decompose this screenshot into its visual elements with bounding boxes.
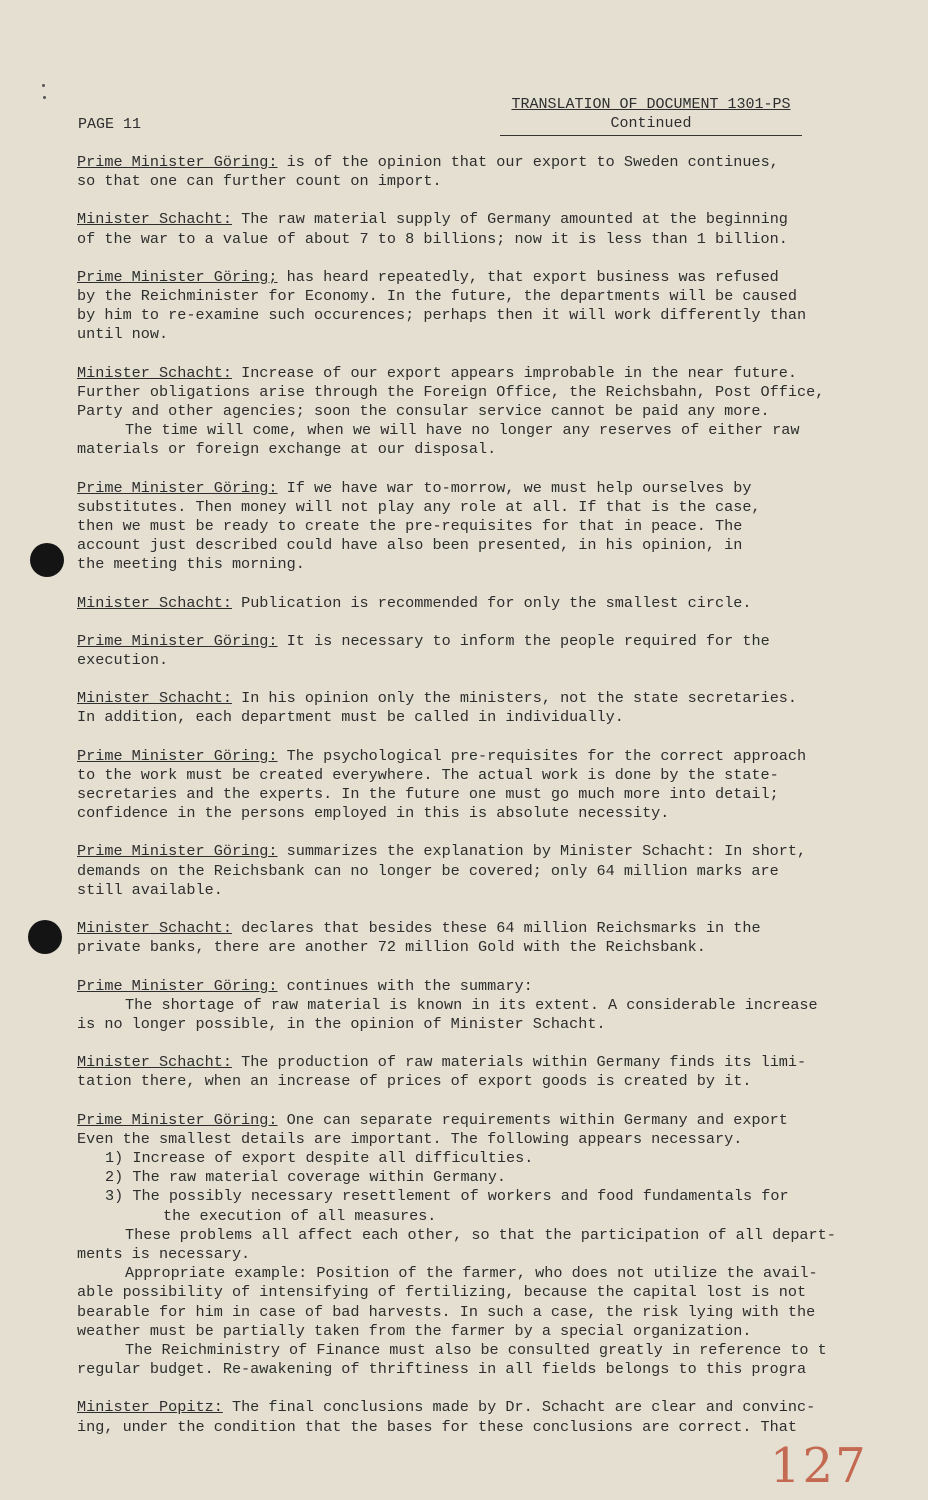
speech-paragraph <box>77 364 867 460</box>
line-text: by him to re-examine such occurences; perhaps then it will work differently than <box>77 306 807 325</box>
text-line <box>77 977 867 996</box>
text-line <box>77 1072 867 1091</box>
numbered-list <box>77 1149 867 1226</box>
punch-hole <box>30 543 64 577</box>
line-text: Further obligations arise through the Foreign Office, the Reichsbahn, Post Office, <box>77 382 825 401</box>
line-text: by the Reichminister for Economy. In the future, the departments will be caused <box>77 287 798 306</box>
text-line <box>77 230 867 249</box>
line-text: the meeting this morning. <box>77 555 305 574</box>
text-line <box>77 708 867 727</box>
speaker-name: Minister Schacht: <box>77 593 232 612</box>
line-text: Party and other agencies; soon the consular service cannot be paid any more. <box>77 402 770 421</box>
text-line <box>77 153 867 172</box>
text-line <box>77 287 867 306</box>
text-line <box>77 881 867 900</box>
speaker-name: Minister Schacht: <box>77 689 232 708</box>
line-text: Even the smallest details are important. The following appears necessary. <box>77 1129 743 1148</box>
line-text: is no longer possible, in the opinion of Minister Schacht. <box>77 1014 606 1033</box>
text-line <box>77 536 867 555</box>
text-line <box>77 842 867 861</box>
speech-paragraph <box>77 268 867 345</box>
text-line: The Reichministry of Finance must also be consulted greatly in reference to t <box>125 1340 827 1359</box>
list-text: The possibly necessary resettlement of workers and food fundamentals for <box>132 1187 789 1206</box>
line-text: execution. <box>77 651 169 670</box>
text-line <box>77 632 867 651</box>
speech-paragraph <box>77 1398 867 1436</box>
text-line: bearable for him in case of bad harvests. In such a case, the risk lying with the <box>77 1302 816 1321</box>
line-text: The psychological pre-requisites for the correct approach <box>286 746 807 765</box>
text-line <box>77 421 867 440</box>
text-line <box>77 268 867 287</box>
document-body <box>77 153 867 1437</box>
speaker-name: Minister Schacht: <box>77 1053 232 1072</box>
text-line: ments is necessary. <box>77 1244 251 1263</box>
line-text: until now. <box>77 325 169 344</box>
text-line <box>77 498 867 517</box>
line-text: In addition, each department must be called in individually. <box>77 708 624 727</box>
speech-paragraph <box>77 632 867 670</box>
line-text: The shortage of raw material is known in its extent. A considerable increase <box>125 995 818 1014</box>
continuation-paragraph <box>77 1226 867 1380</box>
line-text: continues with the summary: <box>286 976 533 995</box>
speaker-name: Minister Schacht: <box>77 210 232 229</box>
list-number: 2) <box>105 1168 124 1187</box>
text-line <box>77 996 867 1015</box>
text-line <box>77 594 867 613</box>
speech-paragraph <box>77 977 867 1035</box>
line-text: Increase of our export appears improbable in the near future. <box>241 363 798 382</box>
text-line <box>77 766 867 785</box>
line-text: confidence in the persons employed in this is absolute necessity. <box>77 804 670 823</box>
document-subtitle: Continued <box>500 114 802 136</box>
line-text: secretaries and the experts. In the future one must go much more into detail; <box>77 785 779 804</box>
speech-paragraph <box>77 210 867 248</box>
speaker-name: Prime Minister Göring: <box>77 1110 278 1129</box>
line-text: summarizes the explanation by Minister Schacht: In short, <box>286 842 807 861</box>
line-text: still available. <box>77 880 223 899</box>
text-line <box>77 172 867 191</box>
list-continuation: the execution of all measures. <box>163 1206 437 1225</box>
speech-paragraph <box>77 594 867 613</box>
speech-paragraph <box>77 1053 867 1091</box>
speaker-name: Minister Popitz: <box>77 1398 223 1417</box>
text-line <box>77 440 867 459</box>
text-line <box>77 785 867 804</box>
speech-paragraph <box>77 1111 867 1149</box>
line-text: The final conclusions made by Dr. Schacht are clear and convinc- <box>231 1398 816 1417</box>
document-title: TRANSLATION OF DOCUMENT 1301-PS <box>511 96 791 113</box>
text-line <box>77 747 867 766</box>
list-text: The raw material coverage within Germany. <box>132 1168 507 1187</box>
text-line <box>77 383 867 402</box>
text-line <box>77 938 867 957</box>
speech-paragraph <box>77 747 867 824</box>
text-line: able possibility of intensifying of fertilizing, because the capital lost is not <box>77 1283 807 1302</box>
line-text: of the war to a value of about 7 to 8 billions; now it is less than 1 billion. <box>77 229 788 248</box>
text-line: These problems all affect each other, so that the participation of all depart- <box>125 1225 836 1244</box>
text-line <box>77 1398 867 1417</box>
page-number: PAGE 11 <box>78 116 142 133</box>
line-text: account just described could have also been presented, in his opinion, in <box>77 536 743 555</box>
list-number: 3) <box>105 1187 124 1206</box>
text-line <box>77 804 867 823</box>
text-line: weather must be partially taken from the farmer by a special organization. <box>77 1321 752 1340</box>
speaker-name: Prime Minister Göring: <box>77 478 278 497</box>
speech-paragraph <box>77 842 867 900</box>
text-line <box>77 862 867 881</box>
line-text: It is necessary to inform the people required for the <box>286 631 770 650</box>
speck <box>42 84 45 87</box>
line-text: In his opinion only the ministers, not the state secretaries. <box>241 689 798 708</box>
page-stamp: 127 <box>770 1438 868 1494</box>
list-item <box>77 1168 867 1187</box>
line-text: is of the opinion that our export to Sweden continues, <box>286 153 779 171</box>
text-line: Appropriate example: Position of the farmer, who does not utilize the avail- <box>125 1264 818 1283</box>
speaker-name: Prime Minister Göring: <box>77 746 278 765</box>
speaker-name: Prime Minister Göring: <box>77 631 278 650</box>
line-text: demands on the Reichsbank can no longer be covered; only 64 million marks are <box>77 861 779 880</box>
text-line <box>77 1053 867 1072</box>
text-line <box>77 306 867 325</box>
text-line <box>77 210 867 229</box>
line-text: One can separate requirements within Germany and export <box>286 1110 788 1129</box>
text-line <box>77 325 867 344</box>
speech-paragraph <box>77 153 867 191</box>
line-text: so that one can further count on import. <box>77 172 442 191</box>
text-line <box>77 402 867 421</box>
text-line <box>77 364 867 383</box>
line-text: materials or foreign exchange at our disposal. <box>77 440 497 459</box>
speech-paragraph <box>77 689 867 727</box>
line-text: then we must be ready to create the pre-requisites for that in peace. The <box>77 517 743 536</box>
speech-paragraph <box>77 479 867 575</box>
speech-paragraph <box>77 919 867 957</box>
speaker-name: Minister Schacht: <box>77 363 232 382</box>
line-text: tation there, when an increase of prices of export goods is created by it. <box>77 1072 752 1091</box>
speaker-name: Prime Minister Göring: <box>77 976 278 995</box>
text-line <box>77 517 867 536</box>
text-line <box>77 689 867 708</box>
speaker-name: Prime Minister Göring: <box>77 842 278 861</box>
speaker-name: Prime Minister Göring; <box>77 267 278 286</box>
text-line <box>77 1015 867 1034</box>
text-line <box>77 1111 867 1130</box>
speaker-name: Minister Schacht: <box>77 919 232 938</box>
line-text: The raw material supply of Germany amounted at the beginning <box>241 210 788 229</box>
text-line <box>77 1130 867 1149</box>
text-line <box>77 919 867 938</box>
line-text: declares that besides these 64 million Reichsmarks in the <box>241 919 761 938</box>
line-text: The time will come, when we will have no longer any reserves of either raw <box>125 421 800 440</box>
list-text: Increase of export despite all difficulties. <box>132 1148 534 1167</box>
list-number: 1) <box>105 1148 124 1167</box>
punch-hole <box>28 920 62 954</box>
list-item <box>77 1149 867 1168</box>
text-line <box>77 1418 867 1437</box>
speaker-name: Prime Minister Göring: <box>77 153 278 171</box>
line-text: The production of raw materials within Germany finds its limi- <box>241 1053 807 1072</box>
text-line <box>77 479 867 498</box>
line-text: private banks, there are another 72 million Gold with the Reichsbank. <box>77 938 706 957</box>
line-text: has heard repeatedly, that export business was refused <box>286 267 779 286</box>
line-text: to the work must be created everywhere. The actual work is done by the state- <box>77 765 779 784</box>
line-text: ing, under the condition that the bases for these conclusions are correct. That <box>77 1417 798 1436</box>
document-header <box>500 95 802 136</box>
line-text: If we have war to-morrow, we must help ourselves by <box>286 478 752 497</box>
text-line <box>77 651 867 670</box>
line-text: Publication is recommended for only the smallest circle. <box>241 593 752 612</box>
text-line: regular budget. Re-awakening of thriftiness in all fields belongs to this progra <box>77 1360 807 1379</box>
line-text: substitutes. Then money will not play any role at all. If that is the case, <box>77 497 761 516</box>
text-line <box>77 555 867 574</box>
speck <box>43 96 46 99</box>
list-item <box>77 1187 867 1206</box>
